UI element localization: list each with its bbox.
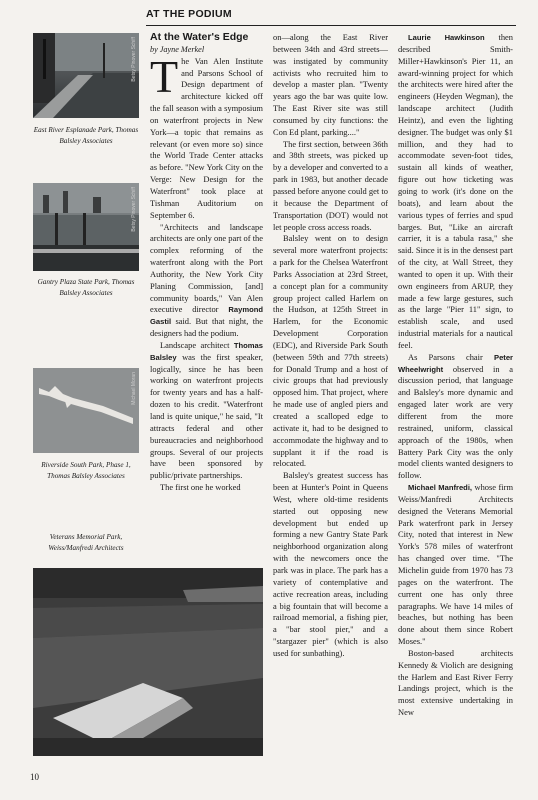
paragraph: on—along the East River between 34th and 43rd streets—was instigated by community activists who recruited him to develop a master plan. "Twenty years ago the bar was quite low. The East River site was still consumed by city functions: the Con Ed plant, parking...." — [273, 32, 388, 137]
article-column-2 — [273, 32, 388, 660]
paragraph: The first one he worked — [160, 482, 241, 493]
paragraph: said. But that night, the designers had the podium. — [150, 316, 264, 339]
article-column-1 — [150, 32, 263, 494]
person-name: Laurie Hawkinson — [408, 33, 485, 42]
paragraph: Balsley went on to design several more waterfront projects: a park for the Chelsea Waterfront Parks Association at 23rd Street, a concept plan for a community group project called Harlem on the Hudson, at 125th Street in Harlem, for the Economic Development Corporation (EDC), and Riverside Park South (between 59th and 77th streets) for Donald Trump and a host of civic groups that had previously opposed him. That project, where he made use of angled piers and created a scalloped edge to activate it, had to be designed to accommodate the highway and to supplant it if the road is relocated. — [273, 233, 388, 469]
photo-credit: Betsy Pinover Schiff — [131, 187, 137, 232]
photo-credit: Michael Moran — [131, 372, 137, 405]
paragraph: Boston-based architects Kennedy & Violich are designing the Harlem and East River Ferry Landings project, which is the most extensive undertaking in New — [398, 647, 513, 718]
riverside-plan-image — [33, 368, 139, 453]
paragraph: Balsley's greatest success has been at Hunter's Point in Queens West, where old-time residents started out opposing new development but ended up forming a new Gantry State Park neighborhood organization along with the newcomers once the park was in place. The park has a variety of contemplative and active recreation areas, including a big fountain that will become a railroad memorial, a fishing pier, a "bar stool pier," and a "stargazer pier" (which is also used for sunbathing). — [273, 470, 388, 658]
paragraph: "Architects and landscape architects are only one part of the complex reforming of the waterfront along with the Port Authority, the New York City Planing Commission, [and] community boards," Van Alen executive director — [150, 221, 263, 315]
paragraph: then described Smith-Miller+Hawkinson's Pier 11, an award-winning project for which the architects were hired after the engineers (Heyden Wegman), the landscape architect (Judith Heintz), and even the lighting designer. The budget was only $1 million, and they had to accommodate seven-foot tides, sustain all kinds of weather, figure out how ticketing was going to work (it's done on the boats), and learn about the various types of ferries and spud barges. But, "Like an aircraft carrier, it is a tabula rasa," she said. Since it is in the densest part of the city, at Wall Street, they wanted to open it up. With their own engineers from ARUP, they made a few large gestures, such as the large "Pier 11" sign, to establish scale, and used industrial materials for a nautical feel. — [398, 32, 513, 350]
paragraph: was the first speaker, logically, since he has been working on waterfront projects for twenty years and has a half-dozen to his credit. "Waterfront land is quite unique," he said, "It attracts federal and other bureaucracies and neighborhood groups. Several of our projects have been sponsored by public/private partnerships. — [150, 351, 264, 481]
paragraph: The first section, between 36th and 38th streets, was picked up by a developer and converted to a park in 1983, but another decade passed before anyone could get to it because the Department of Transportation (DOT) would not let people cross access roads. — [273, 138, 388, 232]
paragraph: Landscape architect — [160, 339, 230, 350]
paragraph: he Van Alen Institute and Parsons School of Design department of architecture kicked off the fall season with a symposium on waterfront projects in New York—a topic that remains as relevant (or even more so) since the World Trade Center attacks as before. "New York City on the Verge: New Design for the Waterfront" took place at Tishman Auditorium on September 6. — [150, 55, 263, 220]
article-byline: by Jayne Merkel — [150, 44, 205, 54]
esplanade-image — [33, 33, 139, 118]
caption-veterans-memorial: Veterans Memorial Park, Weiss/Manfredi Architects — [48, 533, 124, 552]
photo-veterans-memorial-park — [33, 568, 263, 756]
paragraph: whose firm Weiss/Manfredi Architects designed the Veterans Memorial Park waterfront park in Jersey City, noted that interest in New York's 578 miles of waterfront has changed over time. "The Michelin guide from 1970 has 73 pages on the waterfront. The current one has only three paragraphs. We have 14 miles of beaches, but nothing has been done about them since Robert Moses." — [398, 482, 514, 647]
caption-gantry-plaza: Gantry Plaza State Park, Thomas Balsley Associates — [37, 278, 135, 297]
veterans-park-image — [33, 568, 263, 756]
person-name: Michael Manfredi, — [408, 483, 473, 493]
article-title: At the Water's Edge — [150, 31, 249, 43]
article-column-3 — [398, 32, 513, 719]
person-name: Thomas Balsley — [150, 340, 263, 362]
person-name: Peter Wheelwright — [398, 352, 513, 374]
photo-east-river-esplanade — [33, 33, 139, 118]
caption-riverside-south: Riverside South Park, Phase 1, Thomas Balsley Associates — [41, 461, 131, 480]
section-header: AT THE PODIUM — [146, 8, 516, 26]
person-name: Raymond Gastil — [150, 305, 264, 327]
caption-east-river-esplanade: East River Esplanade Park, Thomas Balsley Associates — [33, 126, 139, 145]
photo-gantry-plaza — [33, 183, 139, 271]
paragraph: observed in a discussion period, that language and Balsley's more dynamic and engaged later work are very different from the more restrained, uniform, classical approach of the 1980s, when Battery Park City was the only model clients wanted designers to follow. — [398, 363, 513, 481]
gantry-image — [33, 183, 139, 271]
drop-cap: T — [150, 50, 179, 102]
photo-credit: Betsy Pinover Schiff — [131, 37, 137, 82]
photo-riverside-south — [33, 368, 139, 453]
page-number: 10 — [30, 772, 39, 782]
paragraph: As Parsons chair — [408, 351, 483, 362]
